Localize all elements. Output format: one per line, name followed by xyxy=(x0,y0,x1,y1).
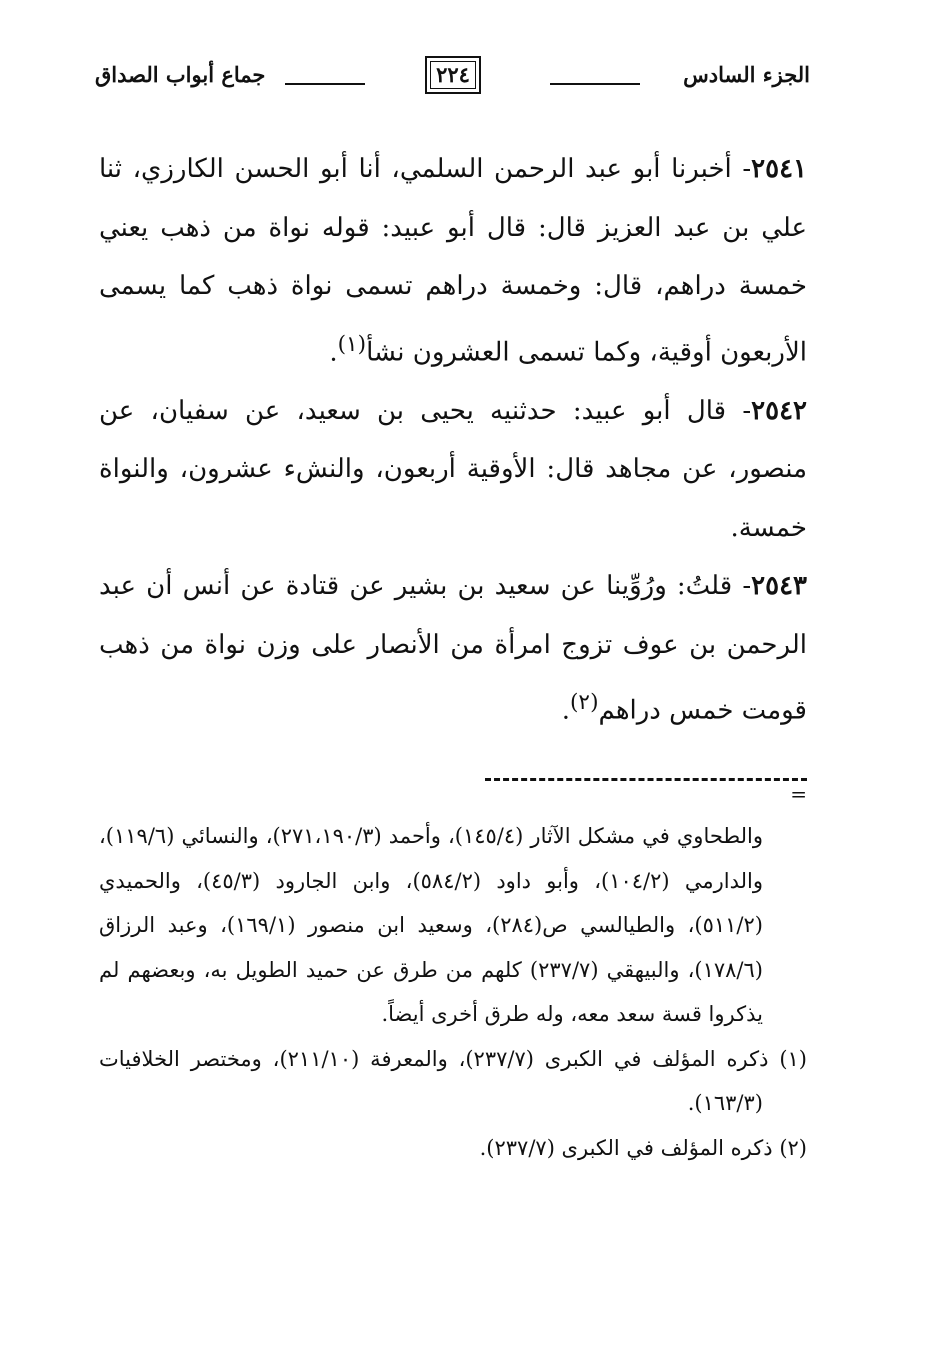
footnote-text: ذكره المؤلف في الكبرى (٢٣٧/٧)، والمعرفة (٢١١/١٠)، ومختصر الخلافيات (١٦٣/٣). xyxy=(99,1046,769,1115)
continuation-mark: = xyxy=(790,782,807,806)
hadith-text: - قلتُ: ورُوِّينا عن سعيد بن بشير عن قتادة عن أنس أن عبد الرحمن بن عوف تزوج امرأة من الأنصار على وزن نواة من ذهب قومت خمس دراهم xyxy=(99,571,807,726)
footnote-text: ذكره المؤلف في الكبرى (٢٣٧/٧). xyxy=(479,1135,773,1160)
main-text xyxy=(99,140,807,740)
hadith-number: ٢٥٤٢ xyxy=(751,395,807,426)
header-rule xyxy=(285,83,365,85)
page-number xyxy=(425,56,481,94)
hadith-paragraph xyxy=(99,557,807,740)
hadith-text: - قال أبو عبيد: حدثنيه يحيى بن سعيد، عن سفيان، عن منصور، عن مجاهد قال: الأوقية أربعون، والنشء عشرون، والنواة خمسة. xyxy=(99,395,807,543)
footnote-label: (٢) xyxy=(779,1135,807,1160)
volume-title: الجزء السادس xyxy=(683,62,810,87)
hadith-number: ٢٥٤١ xyxy=(751,154,807,184)
header-rule xyxy=(550,83,640,85)
hadith-text: - أخبرنا أبو عبد الرحمن السلمي، أنا أبو الحسن الكارزي، ثنا علي بن عبد العزيز قال: قال أبو عبيد: قوله نواة من ذهب يعني خمسة دراهم، قال: وخمسة دراهم تسمى نواة ذهب كما يسمى الأربعون أوقية، وكما تسمى العشرون نشأ xyxy=(99,154,807,368)
footnote-ref: (١) xyxy=(337,331,367,357)
hadith-paragraph xyxy=(99,140,807,382)
footnote-item xyxy=(99,1037,807,1126)
hadith-paragraph xyxy=(99,382,807,558)
footnote-separator xyxy=(485,778,807,806)
footnote-continuation: والطحاوي في مشكل الآثار (١٤٥/٤)، وأحمد (٢٧١،١٩٠/٣)، والنسائي (١١٩/٦)، والدارمي (١٠٤/٢)، وأبو داود (٥٨٤/٢)، وابن الجارود (٤٥/٣)، والحميدي (٥١١/٢)، والطيالسي ص(٢٨٤)، وسعيد ابن منصور (١٦٩/١)، وعبد الرزاق (١٧٨/٦)، والبيهقي (٢٣٧/٧) كلهم من طرق عن حميد الطويل به، وبعضهم لم يذكروا قسة سعد معه، وله طرق أخرى أيضاً. xyxy=(99,824,763,1026)
footnotes xyxy=(99,814,807,1170)
page-number-text: ٢٢٤ xyxy=(436,62,470,87)
page-header xyxy=(95,52,810,100)
separator-line xyxy=(485,778,807,781)
hadith-tail: . xyxy=(329,337,338,368)
chapter-title: جماع أبواب الصداق xyxy=(95,62,266,87)
hadith-number: ٢٥٤٣ xyxy=(751,571,807,602)
footnote-item xyxy=(99,1126,807,1171)
footnote-label: (١) xyxy=(779,1046,807,1071)
hadith-tail: . xyxy=(561,695,570,726)
footnote-ref: (٢) xyxy=(569,690,599,716)
